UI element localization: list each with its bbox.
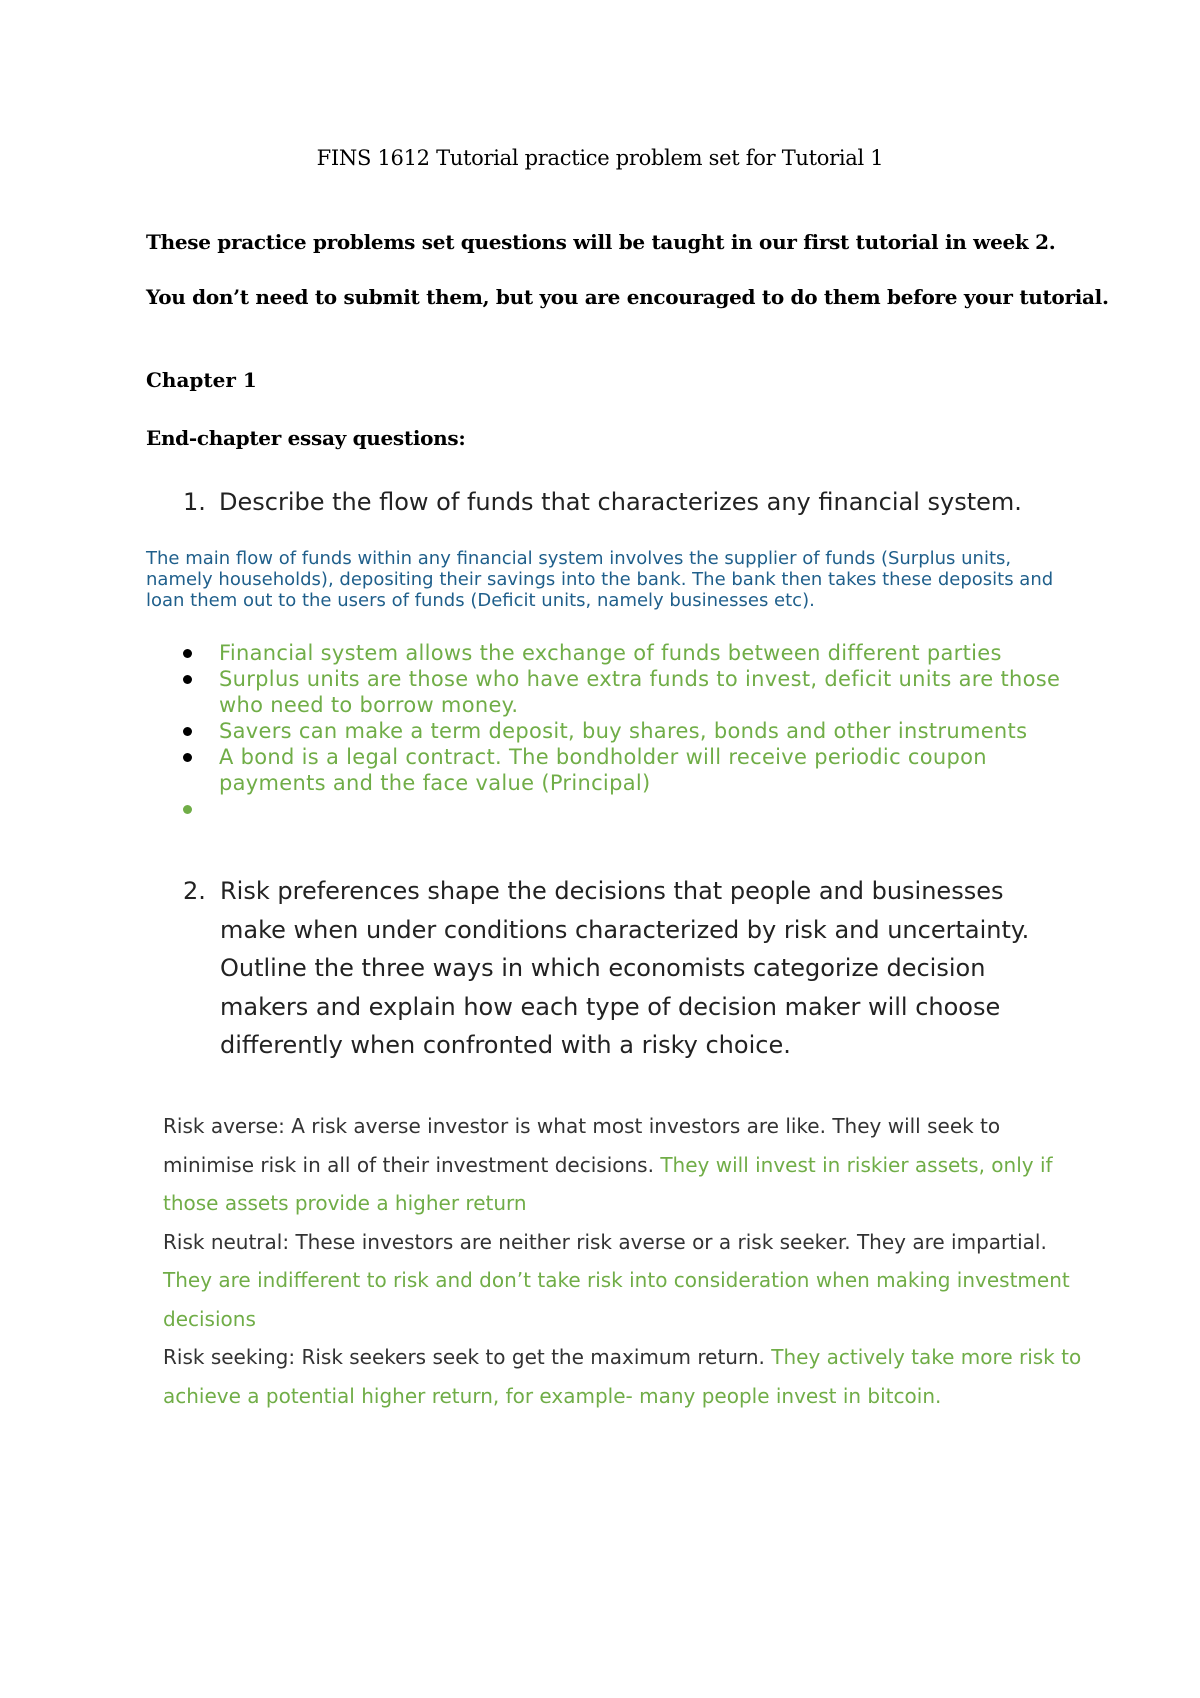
chapter-heading: Chapter 1: [146, 368, 257, 392]
question-2-text: Risk preferences shape the decisions that people and businesses make when under conditions characterized by risk and uncertainty. Outline the three ways in which economists categorize decision makers and explain how each type of decision maker will choose differently when confronted with a risky choice.: [220, 877, 1030, 1059]
answer-2-block: [163, 1107, 1083, 1415]
question-2-number: 2.: [183, 877, 206, 905]
question-1-text: Describe the flow of funds that characterizes any financial system.: [219, 488, 1022, 516]
bullet-dot-icon: [183, 805, 192, 814]
answer-1-bullet-list: [175, 640, 1075, 822]
question-1-number: 1.: [183, 488, 206, 516]
intro-line-2: You don’t need to submit them, but you are encouraged to do them before your tutorial.: [146, 285, 1109, 309]
intro-line-1: These practice problems set questions will be taught in our first tutorial in week 2.: [146, 230, 1056, 254]
risk-neutral-answer: Risk neutral: These investors are neither risk averse or a risk seeker. They are impartial. They are indifferent to risk and don’t take risk into consideration when making investment decisions: [163, 1229, 1070, 1331]
answer-1-paragraph: The main flow of funds within any financial system involves the supplier of funds (Surplus units, namely households), depositing their savings into the bank. The bank then takes these deposits and loan them out to the users of funds (Deficit units, namely businesses etc).: [146, 548, 1054, 611]
bullet-item: A bond is a legal contract. The bondholder will receive periodic coupon payments and the face value (Principal): [175, 744, 1075, 796]
question-2: [183, 872, 1063, 1059]
bullet-dot-icon: [183, 727, 192, 736]
risk-seeking-answer: Risk seeking: Risk seekers seek to get the maximum return. They actively take more risk to achieve a potential higher return, for example- many people invest in bitcoin.: [163, 1345, 1082, 1408]
bullet-dot-icon: [183, 675, 192, 684]
bullet-item-empty: [175, 796, 1075, 822]
document-title: FINS 1612 Tutorial practice problem set for Tutorial 1: [316, 146, 884, 170]
bullet-dot-icon: [183, 649, 192, 658]
bullet-item: Savers can make a term deposit, buy shares, bonds and other instruments: [175, 718, 1075, 744]
bullet-item: Financial system allows the exchange of funds between different parties: [175, 640, 1075, 666]
question-1: [183, 488, 1022, 516]
bullet-item: Surplus units are those who have extra funds to invest, deficit units are those who need to borrow money.: [175, 666, 1075, 718]
risk-averse-answer: Risk averse: A risk averse investor is what most investors are like. They will seek to minimise risk in all of their investment decisions. They will invest in riskier assets, only if those assets provide a higher return: [163, 1114, 1053, 1215]
essay-questions-heading: End-chapter essay questions:: [146, 426, 466, 450]
bullet-dot-icon: [183, 753, 192, 762]
